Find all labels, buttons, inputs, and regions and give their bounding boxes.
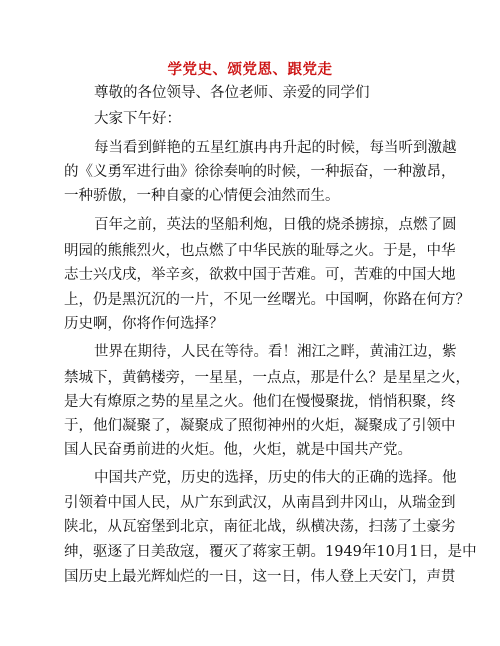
paragraph-line: 一种骄傲，一种自豪的心情便会油然而生。 bbox=[64, 188, 340, 204]
salutation-line: 尊敬的各位领导、各位老师、亲爱的同学们 bbox=[94, 85, 370, 101]
paragraph-line: 引领着中国人民，从广东到武汉，从南昌到井冈山，从瑞金到 bbox=[64, 495, 456, 511]
paragraph-line: 绅，驱逐了日美敌寇，覆灭了蒋家王朝。1949年10月1日，是中 bbox=[64, 544, 477, 560]
paragraph-line: 志士兴戊戌，举辛亥，欲救中国于苦难。可，苦难的中国大地 bbox=[64, 267, 456, 283]
paragraph-line: 上，仍是黑沉沉的一片，不见一丝曙光。中国啊，你路在何方？ bbox=[64, 292, 470, 308]
paragraph-line: 禁城下，黄鹤楼旁，一星星，一点点，那是什么？是星星之火， bbox=[64, 370, 470, 386]
paragraph-line: 陕北，从瓦窑堡到北京，南征北战，纵横决荡，扫荡了土豪劣 bbox=[64, 519, 456, 535]
paragraph-line: 的《义勇军进行曲》徐徐奏响的时候，一种振奋，一种激昂， bbox=[64, 164, 456, 180]
paragraph-line: 百年之前，英法的坚船利炮，日俄的烧杀掳掠，点燃了圆 bbox=[94, 217, 457, 233]
paragraph-line: 国历史上最光辉灿烂的一日，这一日，伟人登上天安门，声贯 bbox=[64, 569, 456, 585]
greeting-line: 大家下午好： bbox=[94, 111, 181, 127]
paragraph-line: 国人民奋勇前进的火炬。他，火炬，就是中国共产党。 bbox=[64, 442, 412, 458]
document-title: 学党史、颂党恩、跟党走 bbox=[167, 61, 333, 78]
paragraph-line: 是大有燎原之势的星星之火。他们在慢慢聚拢，悄悄积聚，终 bbox=[64, 394, 456, 410]
paragraph-line: 历史啊，你将作何选择？ bbox=[64, 316, 224, 332]
paragraph-line: 明园的熊熊烈火，也点燃了中华民族的耻辱之火。于是，中华 bbox=[64, 243, 456, 259]
paragraph-line: 中国共产党，历史的选择，历史的伟大的正确的选择。他 bbox=[94, 470, 457, 486]
paragraph-line: 世界在期待，人民在等待。看！湘江之畔，黄浦江边，紫 bbox=[94, 344, 457, 360]
paragraph-line: 每当看到鲜艳的五星红旗冉冉升起的时候，每当听到激越 bbox=[94, 140, 457, 156]
paragraph-line: 于，他们凝聚了，凝聚成了照彻神州的火炬，凝聚成了引领中 bbox=[64, 418, 456, 434]
